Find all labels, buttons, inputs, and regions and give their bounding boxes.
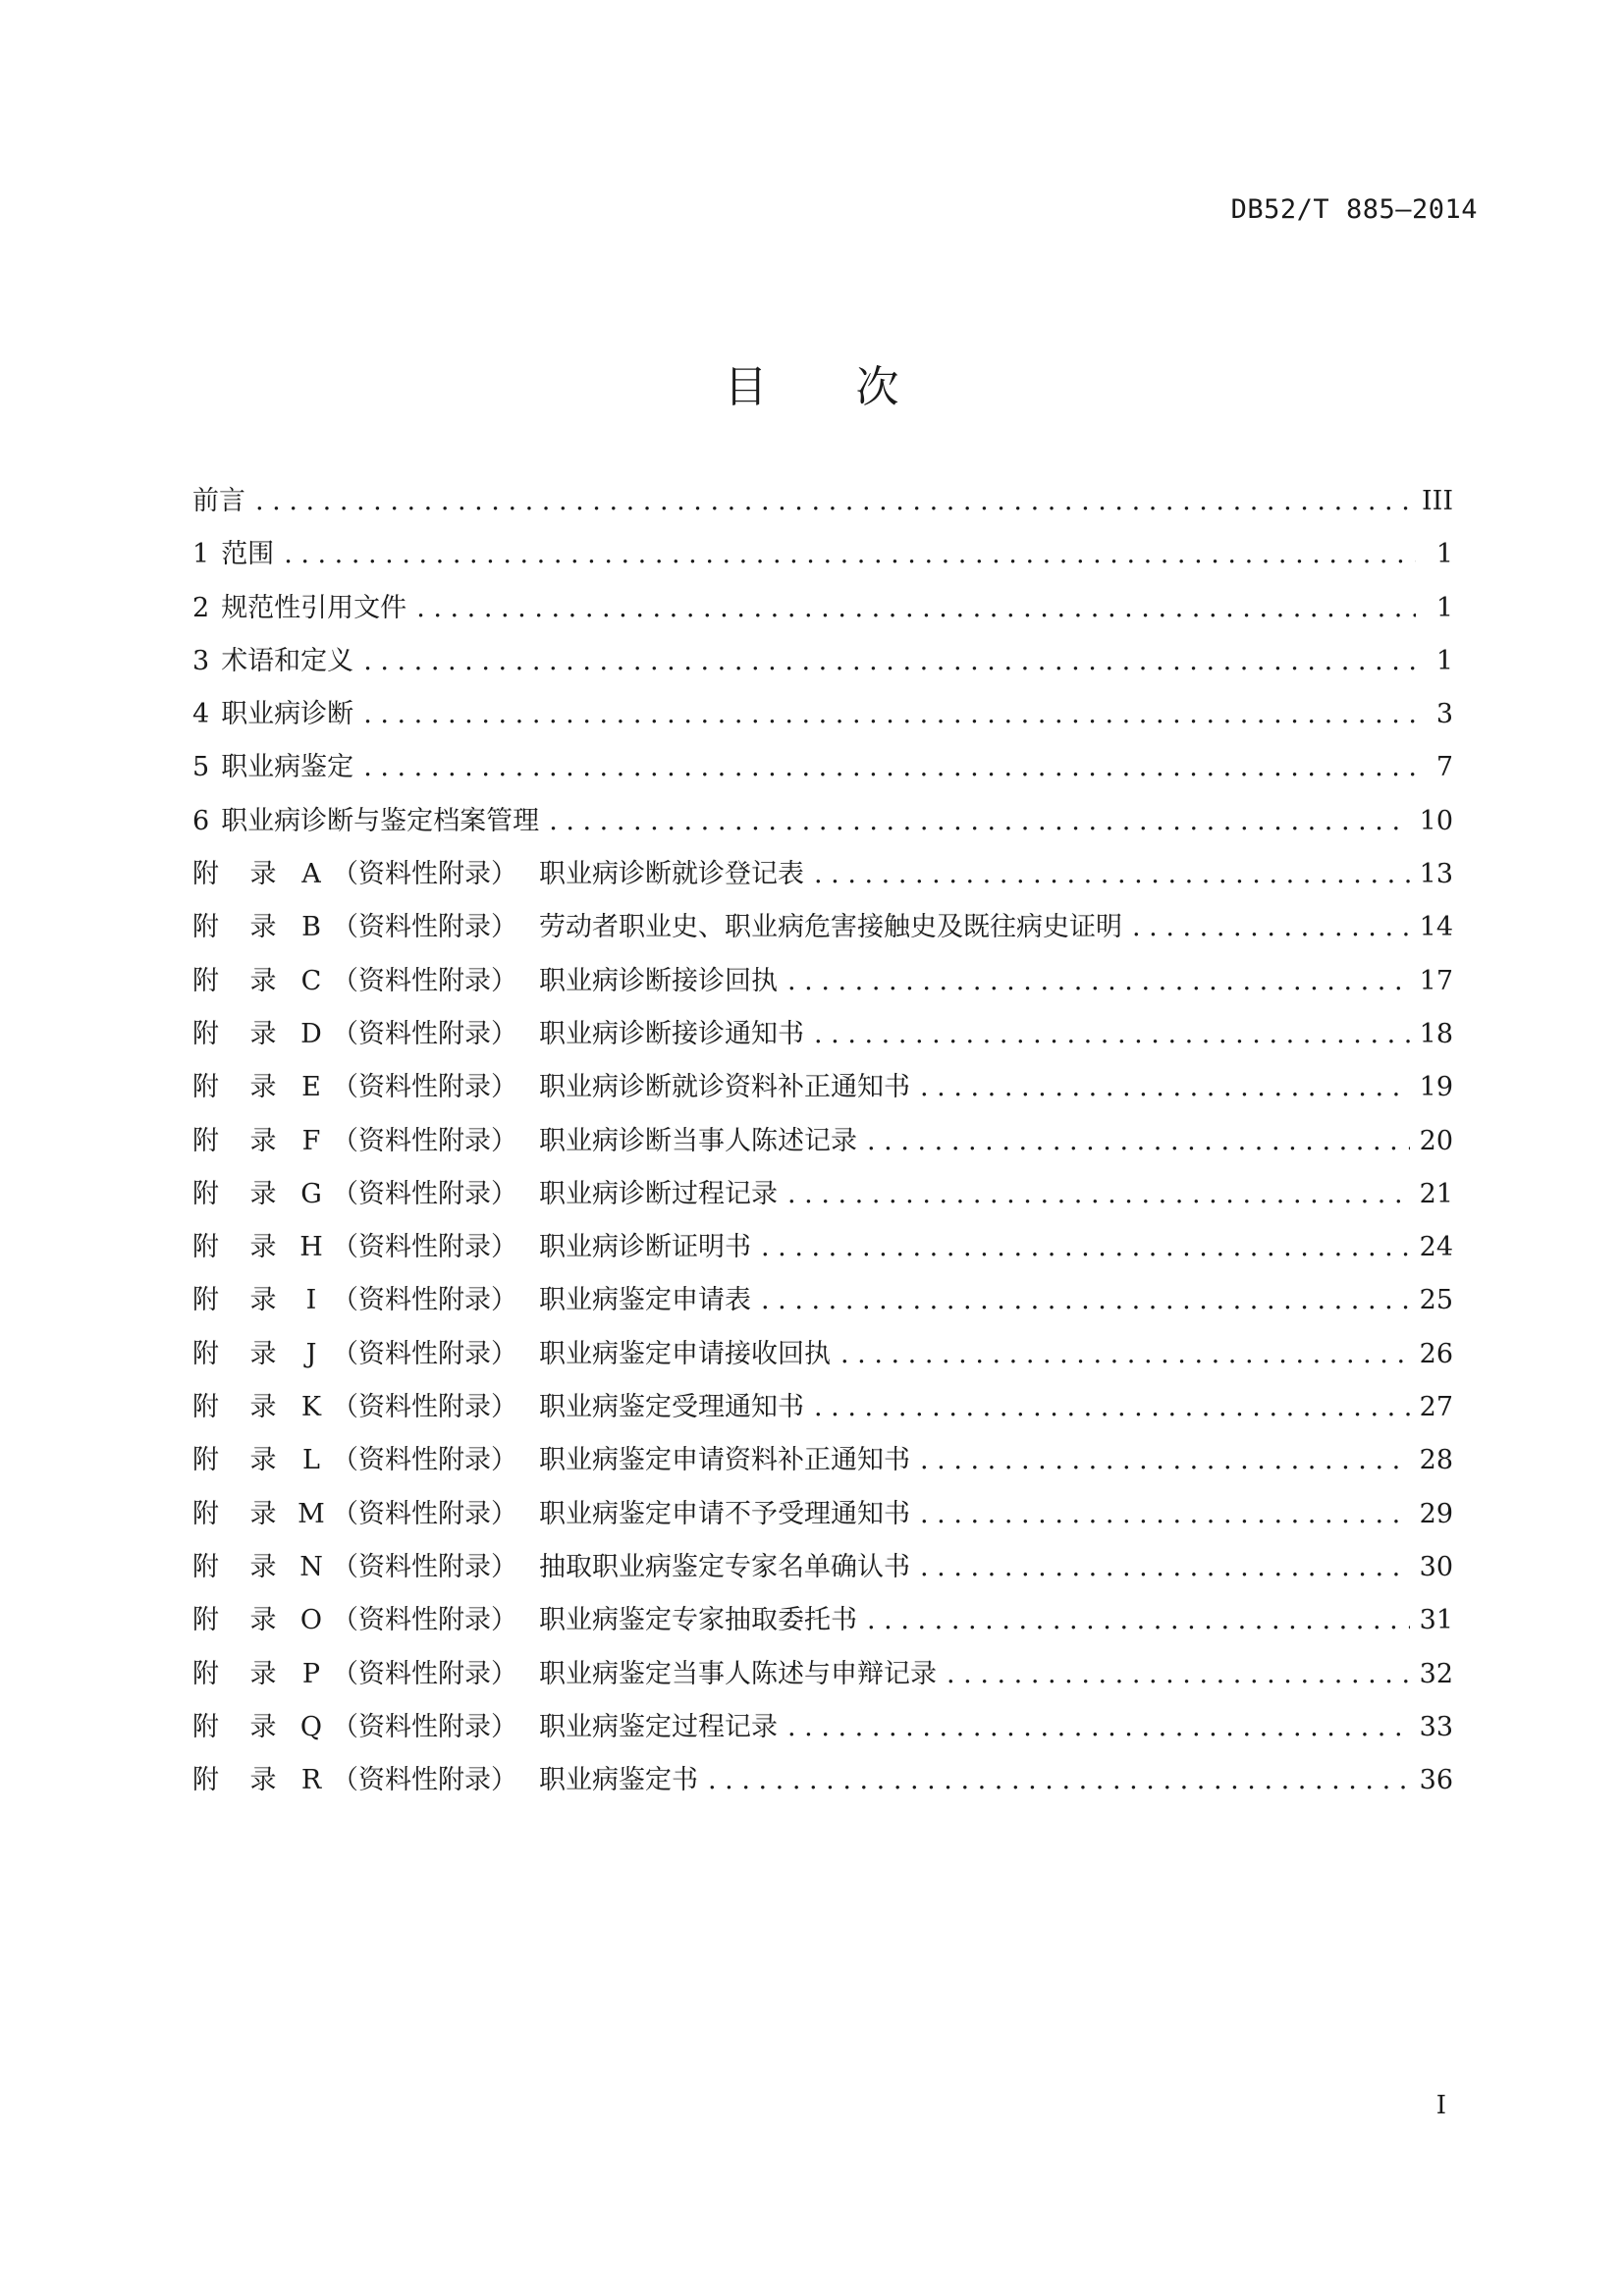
toc-entry-page: 33 xyxy=(1419,1711,1453,1742)
toc-leader xyxy=(363,752,1416,782)
appendix-prefix-fu: 附 xyxy=(192,1498,219,1529)
toc-entry-title: 职业病诊断过程记录 xyxy=(539,1178,778,1209)
toc-entry-number: 1 xyxy=(192,539,210,570)
toc-entry-number: 3 xyxy=(192,645,210,676)
toc-entry-title: 职业病诊断证明书 xyxy=(539,1232,751,1263)
appendix-letter: G xyxy=(300,1178,322,1209)
toc-leader xyxy=(708,1765,1410,1795)
toc-entry-page: 13 xyxy=(1419,859,1453,890)
appendix-prefix-lu: 录 xyxy=(249,1125,277,1156)
toc-entry-section-6[interactable] xyxy=(192,799,1453,852)
toc-entry-page: 26 xyxy=(1419,1338,1453,1369)
page-title xyxy=(0,351,1623,414)
toc-entry-title: 职业病鉴定当事人陈述与申辩记录 xyxy=(539,1658,937,1689)
appendix-prefix-lu: 录 xyxy=(249,1658,277,1689)
toc-leader xyxy=(761,1232,1410,1262)
toc-entry-title: 职业病诊断接诊通知书 xyxy=(539,1018,804,1049)
appendix-letter: A xyxy=(301,859,321,890)
appendix-type: （资料性附录） xyxy=(332,1125,517,1156)
toc-entry-title: 职业病鉴定受理通知书 xyxy=(539,1392,804,1423)
appendix-letter: F xyxy=(301,1125,321,1156)
toc-leader xyxy=(920,1445,1410,1475)
appendix-prefix-lu: 录 xyxy=(249,1232,277,1263)
appendix-letter: R xyxy=(300,1765,322,1796)
toc-entry-label xyxy=(192,1332,831,1370)
toc-entry-title: 职业病诊断与鉴定档案管理 xyxy=(221,805,540,836)
toc-entry-appendix-r[interactable] xyxy=(192,1758,1453,1811)
toc-entry-page: 19 xyxy=(1419,1072,1453,1103)
appendix-prefix-lu: 录 xyxy=(249,1072,277,1103)
toc-entry-label xyxy=(192,1119,857,1157)
toc-leader xyxy=(255,486,1412,516)
toc-entry-page: 29 xyxy=(1419,1498,1453,1529)
toc-entry-page: 1 xyxy=(1435,592,1453,623)
toc-entry-page: 3 xyxy=(1435,699,1453,730)
toc-entry-appendix-q[interactable] xyxy=(192,1705,1453,1758)
toc-entry-page: 21 xyxy=(1419,1178,1453,1209)
toc-entry-title: 职业病鉴定书 xyxy=(539,1765,698,1796)
toc-leader xyxy=(814,1019,1410,1049)
appendix-type: （资料性附录） xyxy=(332,912,517,943)
toc-entry-page: 1 xyxy=(1435,539,1453,570)
toc-entry-page: 14 xyxy=(1419,912,1453,943)
toc-entry-title: 职业病鉴定申请不予受理通知书 xyxy=(539,1498,910,1529)
appendix-letter: L xyxy=(302,1445,320,1476)
appendix-prefix-fu: 附 xyxy=(192,1338,219,1369)
toc-entry-label xyxy=(192,1598,857,1636)
toc-entry-label xyxy=(192,586,406,624)
toc-entry-label xyxy=(192,1385,804,1423)
toc-entry-number: 6 xyxy=(192,805,210,836)
toc-entry-appendix-n[interactable] xyxy=(192,1545,1453,1598)
appendix-prefix-fu: 附 xyxy=(192,1605,219,1636)
toc-entry-title: 职业病鉴定申请资料补正通知书 xyxy=(539,1445,910,1476)
title-char-2: 次 xyxy=(855,362,899,412)
toc-leader xyxy=(787,966,1410,996)
appendix-letter: C xyxy=(300,965,322,996)
toc-entry-page: 1 xyxy=(1435,645,1453,676)
appendix-prefix-lu: 录 xyxy=(249,912,277,943)
toc-entry-label xyxy=(192,1492,910,1530)
toc-leader xyxy=(787,1712,1410,1742)
toc-entry-appendix-a[interactable] xyxy=(192,852,1453,905)
toc-entry-appendix-o[interactable] xyxy=(192,1598,1453,1651)
appendix-prefix-lu: 录 xyxy=(249,1018,277,1049)
appendix-type: （资料性附录） xyxy=(332,1072,517,1103)
appendix-letter: Q xyxy=(299,1711,323,1742)
toc-entry-section-3[interactable] xyxy=(192,639,1453,692)
appendix-prefix-lu: 录 xyxy=(249,1285,277,1316)
toc-entry-appendix-d[interactable] xyxy=(192,1012,1453,1065)
toc-entry-title: 职业病鉴定专家抽取委托书 xyxy=(539,1605,857,1636)
toc-entry-label xyxy=(192,1652,937,1690)
appendix-prefix-fu: 附 xyxy=(192,1551,219,1582)
toc-entry-appendix-i[interactable] xyxy=(192,1278,1453,1331)
appendix-prefix-lu: 录 xyxy=(249,1498,277,1529)
toc-entry-title: 职业病诊断就诊登记表 xyxy=(539,859,804,890)
toc-entry-appendix-b[interactable] xyxy=(192,905,1453,958)
appendix-type: （资料性附录） xyxy=(332,1018,517,1049)
toc-entry-appendix-g[interactable] xyxy=(192,1172,1453,1225)
toc-entry-appendix-f[interactable] xyxy=(192,1119,1453,1172)
appendix-type: （资料性附录） xyxy=(332,1285,517,1316)
toc-entry-appendix-j[interactable] xyxy=(192,1332,1453,1385)
toc-entry-appendix-k[interactable] xyxy=(192,1385,1453,1438)
toc-entry-appendix-p[interactable] xyxy=(192,1652,1453,1705)
toc-leader xyxy=(840,1339,1410,1369)
toc-entry-number: 5 xyxy=(192,752,210,783)
toc-entry-page: 24 xyxy=(1419,1232,1453,1263)
appendix-letter: D xyxy=(300,1018,322,1049)
appendix-prefix-fu: 附 xyxy=(192,1072,219,1103)
appendix-prefix-lu: 录 xyxy=(249,1178,277,1209)
toc-leader xyxy=(814,859,1410,889)
appendix-prefix-fu: 附 xyxy=(192,912,219,943)
appendix-prefix-fu: 附 xyxy=(192,1392,219,1423)
toc-leader xyxy=(787,1179,1410,1209)
appendix-prefix-fu: 附 xyxy=(192,1018,219,1049)
appendix-prefix-lu: 录 xyxy=(249,1711,277,1742)
table-of-contents xyxy=(192,479,1453,1811)
toc-leader xyxy=(549,806,1409,836)
appendix-prefix-fu: 附 xyxy=(192,1232,219,1263)
toc-entry-appendix-c[interactable] xyxy=(192,959,1453,1012)
toc-entry-number: 2 xyxy=(192,592,210,623)
toc-entry-label xyxy=(192,745,353,783)
appendix-letter: E xyxy=(301,1072,321,1103)
appendix-type: （资料性附录） xyxy=(332,1178,517,1209)
appendix-prefix-lu: 录 xyxy=(249,1445,277,1476)
toc-entry-number: 4 xyxy=(192,699,210,730)
appendix-letter: K xyxy=(300,1392,322,1423)
toc-entry-page: 7 xyxy=(1435,752,1453,783)
document-number: DB52/T 885—2014 xyxy=(1230,194,1478,225)
toc-entry-label xyxy=(192,799,539,837)
toc-entry-page: 31 xyxy=(1419,1605,1453,1636)
appendix-prefix-fu: 附 xyxy=(192,1285,219,1316)
toc-leader xyxy=(761,1285,1410,1315)
toc-leader xyxy=(284,539,1416,569)
toc-entry-label xyxy=(192,959,778,997)
toc-entry-page: 28 xyxy=(1419,1445,1453,1476)
appendix-prefix-fu: 附 xyxy=(192,1765,219,1796)
appendix-type: （资料性附录） xyxy=(332,859,517,890)
appendix-type: （资料性附录） xyxy=(332,1498,517,1529)
toc-leader xyxy=(416,593,1416,623)
toc-entry-appendix-l[interactable] xyxy=(192,1438,1453,1491)
appendix-letter: H xyxy=(299,1232,323,1263)
toc-entry-page: 10 xyxy=(1419,805,1453,836)
appendix-prefix-lu: 录 xyxy=(249,1338,277,1369)
toc-entry-label xyxy=(192,905,1122,943)
toc-leader xyxy=(363,646,1416,676)
appendix-type: （资料性附录） xyxy=(332,1605,517,1636)
appendix-type: （资料性附录） xyxy=(332,1551,517,1582)
appendix-letter: O xyxy=(299,1605,323,1636)
title-char-1: 目 xyxy=(724,362,768,412)
toc-entry-appendix-h[interactable] xyxy=(192,1225,1453,1278)
toc-entry-page: 18 xyxy=(1419,1018,1453,1049)
toc-entry-page: 30 xyxy=(1419,1551,1453,1582)
appendix-prefix-lu: 录 xyxy=(249,859,277,890)
toc-entry-title: 职业病诊断接诊回执 xyxy=(539,965,778,996)
toc-entry-page: 20 xyxy=(1419,1125,1453,1156)
toc-entry-label xyxy=(192,479,245,517)
appendix-type: （资料性附录） xyxy=(332,1338,517,1369)
toc-entry-label xyxy=(192,639,353,677)
toc-entry-title: 前言 xyxy=(192,486,245,516)
toc-leader xyxy=(920,1552,1410,1582)
toc-entry-section-4[interactable] xyxy=(192,692,1453,745)
toc-entry-title: 职业病鉴定过程记录 xyxy=(539,1711,778,1742)
appendix-type: （资料性附录） xyxy=(332,965,517,996)
appendix-prefix-lu: 录 xyxy=(249,965,277,996)
toc-entry-page: 17 xyxy=(1419,965,1453,996)
toc-entry-title: 抽取职业病鉴定专家名单确认书 xyxy=(539,1551,910,1582)
appendix-prefix-lu: 录 xyxy=(249,1765,277,1796)
appendix-prefix-fu: 附 xyxy=(192,1125,219,1156)
toc-entry-title: 范围 xyxy=(221,539,275,570)
appendix-prefix-fu: 附 xyxy=(192,1658,219,1689)
appendix-prefix-fu: 附 xyxy=(192,1178,219,1209)
toc-entry-title: 劳动者职业史、职业病危害接触史及既往病史证明 xyxy=(539,912,1122,943)
toc-leader xyxy=(867,1605,1410,1635)
toc-entry-title: 术语和定义 xyxy=(221,645,354,676)
page-number: I xyxy=(1435,2091,1446,2120)
appendix-prefix-lu: 录 xyxy=(249,1551,277,1582)
appendix-letter: J xyxy=(305,1338,317,1369)
appendix-type: （资料性附录） xyxy=(332,1711,517,1742)
toc-entry-appendix-e[interactable] xyxy=(192,1065,1453,1118)
toc-leader xyxy=(920,1499,1410,1529)
toc-entry-section-1[interactable] xyxy=(192,532,1453,585)
toc-entry-label xyxy=(192,1438,910,1476)
appendix-type: （资料性附录） xyxy=(332,1445,517,1476)
toc-entry-label xyxy=(192,1278,751,1316)
appendix-letter: M xyxy=(298,1498,325,1529)
toc-entry-title: 职业病诊断 xyxy=(221,699,354,730)
toc-leader xyxy=(867,1126,1410,1156)
appendix-prefix-fu: 附 xyxy=(192,859,219,890)
toc-entry-page: 25 xyxy=(1419,1285,1453,1316)
toc-leader xyxy=(814,1392,1410,1422)
toc-entry-section-5[interactable] xyxy=(192,745,1453,798)
toc-entry-appendix-m[interactable] xyxy=(192,1492,1453,1545)
appendix-prefix-lu: 录 xyxy=(249,1392,277,1423)
appendix-type: （资料性附录） xyxy=(332,1392,517,1423)
toc-entry-title: 规范性引用文件 xyxy=(221,592,407,623)
appendix-letter: B xyxy=(301,912,321,943)
toc-leader xyxy=(947,1659,1410,1689)
appendix-letter: N xyxy=(299,1551,323,1582)
appendix-type: （资料性附录） xyxy=(332,1232,517,1263)
toc-entry-section-2[interactable] xyxy=(192,586,1453,639)
toc-entry-label xyxy=(192,532,274,570)
appendix-letter: I xyxy=(305,1285,317,1316)
toc-entry-label xyxy=(192,692,353,730)
toc-entry-label xyxy=(192,1065,910,1103)
appendix-type: （资料性附录） xyxy=(332,1658,517,1689)
appendix-letter: P xyxy=(301,1658,321,1689)
toc-entry-label xyxy=(192,1545,910,1583)
toc-entry-label xyxy=(192,852,804,890)
toc-leader xyxy=(920,1072,1410,1102)
toc-entry-title: 职业病鉴定申请表 xyxy=(539,1285,751,1316)
toc-entry-label xyxy=(192,1705,778,1743)
appendix-prefix-fu: 附 xyxy=(192,965,219,996)
toc-entry-title: 职业病诊断当事人陈述记录 xyxy=(539,1125,857,1156)
toc-entry-label xyxy=(192,1225,751,1263)
toc-entry-label xyxy=(192,1172,778,1210)
toc-entry-title: 职业病诊断就诊资料补正通知书 xyxy=(539,1072,910,1103)
toc-entry-page: III xyxy=(1422,486,1453,516)
appendix-prefix-fu: 附 xyxy=(192,1445,219,1476)
toc-entry-foreword[interactable] xyxy=(192,479,1453,532)
toc-entry-page: 36 xyxy=(1419,1765,1453,1796)
toc-entry-title: 职业病鉴定 xyxy=(221,752,354,783)
toc-leader xyxy=(1132,912,1410,942)
appendix-prefix-fu: 附 xyxy=(192,1711,219,1742)
appendix-type: （资料性附录） xyxy=(332,1765,517,1796)
toc-entry-page: 27 xyxy=(1419,1392,1453,1423)
toc-entry-label xyxy=(192,1012,804,1050)
appendix-prefix-lu: 录 xyxy=(249,1605,277,1636)
toc-leader xyxy=(363,699,1416,729)
toc-entry-label xyxy=(192,1758,698,1796)
toc-entry-page: 32 xyxy=(1419,1658,1453,1689)
toc-entry-title: 职业病鉴定申请接收回执 xyxy=(539,1338,831,1369)
